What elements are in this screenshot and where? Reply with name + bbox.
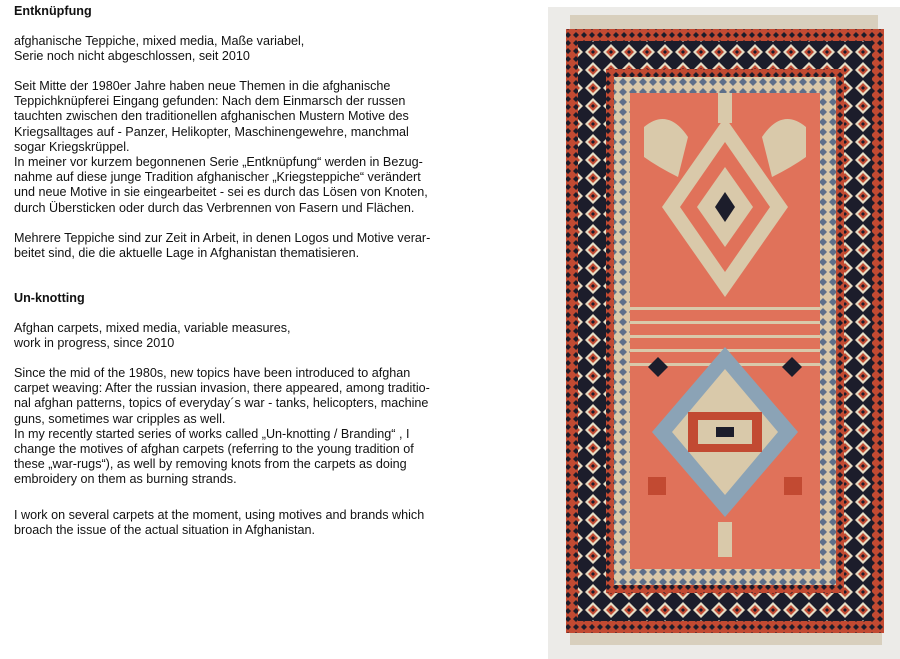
german-title: Entknüpfung bbox=[14, 4, 92, 18]
text-line: Since the mid of the 1980s, new topics have been introduced to afghan bbox=[14, 366, 411, 380]
text-line: Mehrere Teppiche sind zur Zeit in Arbeit, in denen Logos und Motive verar- bbox=[14, 231, 431, 245]
text-line: tauchten zwischen den traditionellen afghanischen Mustern Motive des bbox=[14, 109, 409, 124]
lower-medallion-center bbox=[716, 427, 734, 437]
english-meta bbox=[14, 321, 444, 351]
text-line: Kriegsalltages auf - Panzer, Helikopter, Maschinengewehre, manchmal bbox=[14, 124, 409, 139]
english-title: Un-knotting bbox=[14, 291, 85, 305]
german-meta-line: Serie noch nicht abgeschlossen, seit 2010 bbox=[14, 49, 250, 64]
text-line: nahme auf diese junge Tradition afghanischer „Kriegsteppiche“ verändert bbox=[14, 170, 421, 185]
english-meta-line: work in progress, since 2010 bbox=[14, 336, 175, 351]
text-line: embroidery on them as burning strands. bbox=[14, 472, 237, 487]
text-line: Seit Mitte der 1980er Jahre haben neue Themen in die afghanische bbox=[14, 79, 391, 93]
text-line: In my recently started series of works called „Un-knotting / Branding“ , I bbox=[14, 426, 410, 441]
text-line: nal afghan patterns, topics of everyday´s war - tanks, helicopters, machine bbox=[14, 396, 429, 411]
text-line: guns, sometimes war cripples as well. bbox=[14, 411, 226, 426]
text-line: beitet sind, die die aktuelle Lage in Afghanistan thematisieren. bbox=[14, 246, 360, 261]
text-line: Teppichknüpferei Eingang gefunden: Nach dem Einmarsch der russen bbox=[14, 94, 406, 109]
motif bbox=[784, 477, 802, 495]
text-line: und neue Motive in sie eingearbeitet - sei es durch das Lösen von Knoten, bbox=[14, 185, 428, 200]
german-paragraph-2 bbox=[14, 231, 444, 261]
english-meta-line: Afghan carpets, mixed media, variable measures, bbox=[14, 321, 291, 335]
text-line: broach the issue of the actual situation in Afghanistan. bbox=[14, 523, 316, 538]
english-paragraph-1 bbox=[14, 366, 444, 488]
text-line: these „war-rugs“), as well by removing knots from the carpets as doing bbox=[14, 457, 407, 472]
english-paragraph-2 bbox=[14, 508, 444, 538]
german-meta-line: afghanische Teppiche, mixed media, Maße variabel, bbox=[14, 34, 305, 48]
text-line: change the motives of afghan carpets (referring to the young tradition of bbox=[14, 442, 414, 457]
text-line: carpet weaving: After the russian invasion, there appeared, among traditio- bbox=[14, 381, 430, 396]
german-meta bbox=[14, 34, 444, 64]
top-stem bbox=[718, 93, 732, 123]
text-line: sogar Kriegskrüppel. bbox=[14, 139, 130, 154]
text-line: In meiner vor kurzem begonnenen Serie „Entknüpfung“ werden in Bezug- bbox=[14, 155, 423, 170]
carpet-photo-icon bbox=[548, 7, 900, 659]
text-line: durch Übersticken oder durch das Verbrennen von Fasern und Flächen. bbox=[14, 200, 415, 215]
bottom-stem bbox=[718, 522, 732, 557]
german-paragraph-1 bbox=[14, 79, 444, 216]
motif bbox=[648, 477, 666, 495]
text-line: I work on several carpets at the moment, using motives and brands which bbox=[14, 508, 425, 522]
